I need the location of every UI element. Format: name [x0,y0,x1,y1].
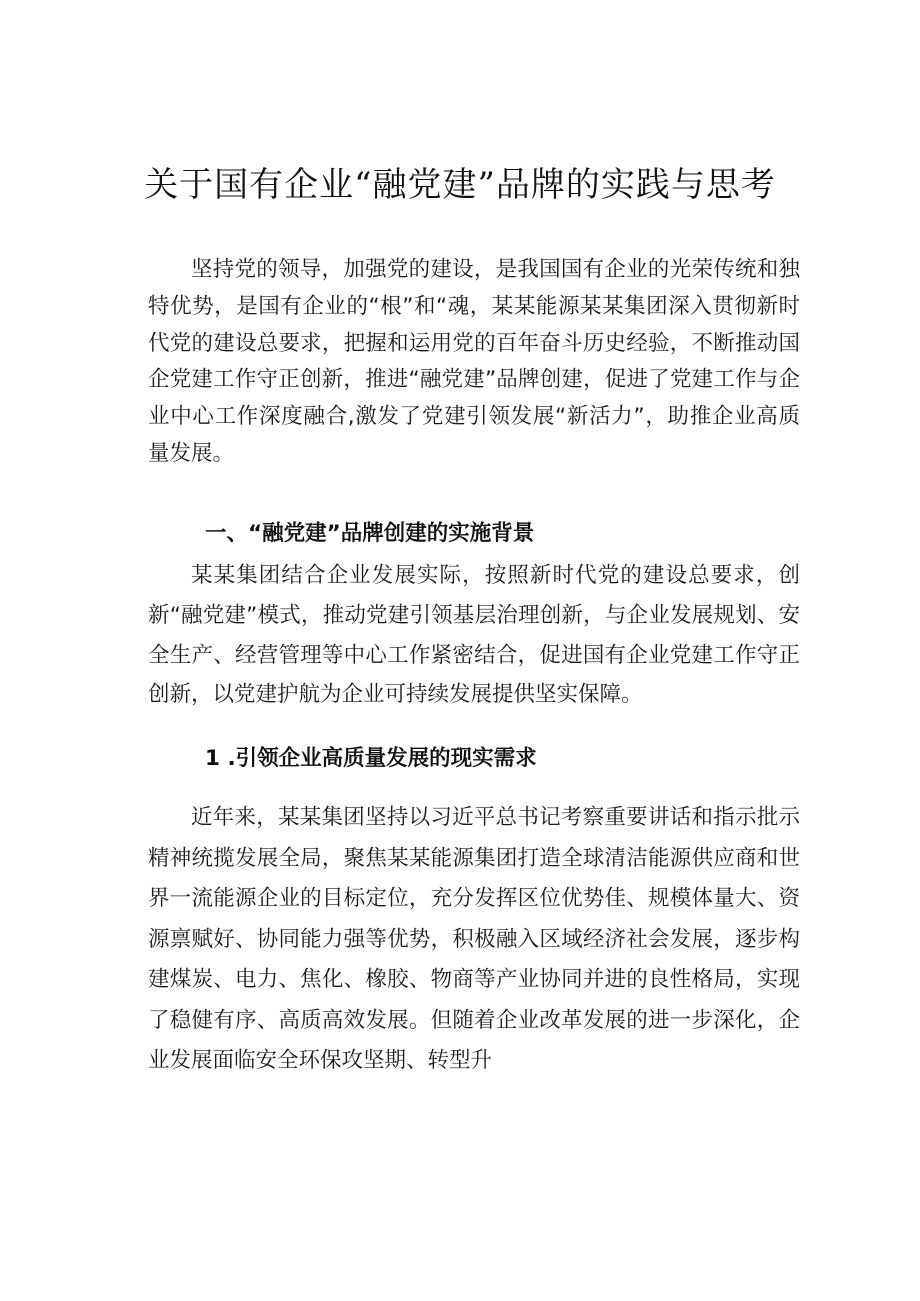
subsection1-paragraph: 近年来，某某集团坚持以习近平总书记考察重要讲话和指示批示精神统揽发展全局，聚焦某某能源集团打造全球清洁能源供应商和世界一流能源企业的目标定位，充分发挥区位优势佳、规模体量大、资源禀赋好、协同能力强等优势，积极融入区域经济社会发展，逐步构建煤炭、电力、焦化、橡胶、物商等产业协同并进的良性格局，实现了稳健有序、高质高效发展。但随着企业改革发展的进一步深化，企业发展面临安全环保攻坚期、转型升 [148,805,800,1073]
section1-block [148,556,800,715]
document-title: 关于国有企业“融党建”品牌的实践与思考 [144,165,776,205]
section1-paragraph: 某某集团结合企业发展实际，按照新时代党的建设总要求，创新“融党建”模式，推动党建引领基层治理创新，与企业发展规划、安全生产、经营管理等中心工作紧密结合，促进国有企业党建工作守正创新，以党建护航为企业可持续发展提供坚实保障。 [148,563,800,708]
subsection1-block [148,798,800,1082]
intro-paragraph: 坚持党的领导，加强党的建设，是我国国有企业的光荣传统和独特优势，是国有企业的“根”和“魂，某某能源某某集团深入贯彻新时代党的建设总要求，把握和运用党的百年奋斗历史经验，不断推动国企党建工作守正创新，推进“融党建”品牌创建，促进了党建工作与企业中心工作深度融合,激发了党建引领发展“新活力”，助推企业高质量发展。 [148,257,800,466]
section-heading-1: 一、“融党建”品牌创建的实施背景 [205,521,535,546]
subsection-heading-1: 1 .引领企业高质量发展的现实需求 [205,746,537,771]
intro-block [148,252,800,473]
